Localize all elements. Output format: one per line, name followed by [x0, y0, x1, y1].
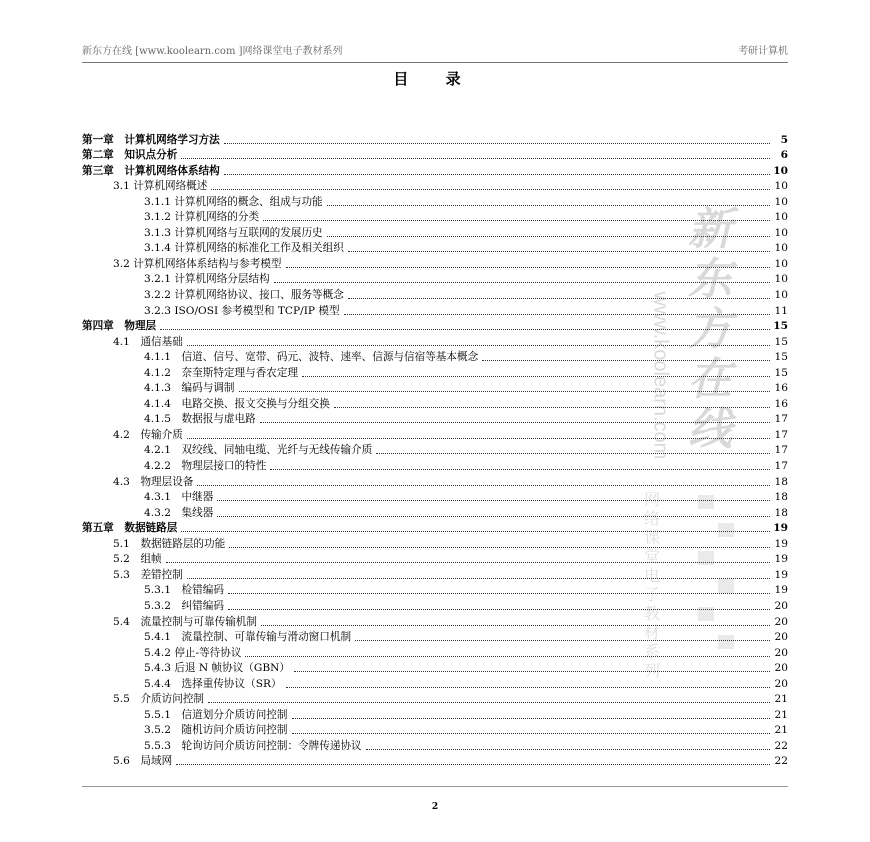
- toc-entry-page: 17: [774, 444, 788, 457]
- toc-entry[interactable]: [82, 613, 788, 629]
- toc-entry-label: 3.2.1 计算机网络分层结构: [144, 273, 270, 286]
- toc-entry[interactable]: [82, 364, 788, 380]
- toc-entry-label: 4.3 物理层设备: [113, 475, 194, 488]
- toc-leader-dots: [224, 174, 770, 175]
- footer-rule: [82, 786, 788, 787]
- toc-leader-dots: [239, 391, 770, 392]
- toc-entry-page: 15: [774, 366, 788, 379]
- toc-entry-label: 4.3.1 中继器: [144, 491, 214, 504]
- toc-leader-dots: [260, 422, 770, 423]
- toc-entry[interactable]: [82, 442, 788, 458]
- toc-entry[interactable]: [82, 753, 788, 769]
- toc-leader-dots: [334, 407, 770, 408]
- toc-entry[interactable]: [82, 411, 788, 427]
- toc-entry-page: 16: [774, 382, 788, 395]
- toc-entry-label: 3.2.3 ISO/OSI 参考模型和 TCP/IP 模型: [144, 304, 340, 317]
- toc-entry-label: 5.4.3 后退 N 帧协议（GBN）: [144, 662, 290, 675]
- table-of-contents: [82, 131, 788, 768]
- toc-entry-page: 18: [774, 475, 788, 488]
- toc-leader-dots: [366, 749, 770, 750]
- toc-entry-page: 15: [774, 335, 788, 348]
- toc-leader-dots: [208, 702, 770, 703]
- toc-entry-page: 17: [774, 428, 788, 441]
- toc-entry-label: 4.1.5 数据报与虚电路: [144, 413, 256, 426]
- toc-entry-page: 22: [774, 739, 788, 752]
- toc-leader-dots: [302, 376, 770, 377]
- toc-entry-label: 5.4.2 停止-等待协议: [144, 646, 242, 659]
- toc-entry[interactable]: [82, 286, 788, 302]
- toc-entry-page: 15: [774, 351, 788, 364]
- toc-entry-label: 5.5.1 信道划分介质访问控制: [144, 708, 288, 721]
- toc-entry[interactable]: [82, 722, 788, 738]
- toc-entry-page: 21: [774, 724, 788, 737]
- toc-entry[interactable]: [82, 660, 788, 676]
- toc-entry-page: 18: [774, 506, 788, 519]
- toc-entry-label: 4.1.2 奈奎斯特定理与香农定理: [144, 366, 299, 379]
- watermark-brand: 新东方在线: [688, 204, 732, 455]
- toc-entry-page: 21: [774, 693, 788, 706]
- toc-entry-page: 5: [780, 133, 788, 146]
- toc-title: 目 录: [393, 70, 477, 88]
- toc-entry-page: 10: [773, 164, 788, 177]
- toc-leader-dots: [348, 251, 770, 252]
- header-right-text: 考研计算机: [738, 46, 788, 57]
- toc-entry-page: 21: [774, 708, 788, 721]
- toc-leader-dots: [245, 656, 770, 657]
- toc-leader-dots: [274, 282, 770, 283]
- page-header: [82, 40, 788, 60]
- toc-entry[interactable]: [82, 597, 788, 613]
- toc-entry-label: 5.3 差错控制: [113, 568, 183, 581]
- toc-entry[interactable]: [82, 706, 788, 722]
- toc-leader-dots: [348, 298, 770, 299]
- toc-entry[interactable]: [82, 644, 788, 660]
- toc-entry[interactable]: [82, 520, 788, 536]
- toc-entry[interactable]: [82, 255, 788, 271]
- toc-entry-label: 第二章 知识点分析: [82, 149, 178, 162]
- toc-leader-dots: [229, 547, 770, 548]
- toc-leader-dots: [292, 718, 771, 719]
- toc-leader-dots: [344, 314, 770, 315]
- toc-entry-page: 22: [774, 755, 788, 768]
- toc-leader-dots: [160, 329, 770, 330]
- toc-entry-page: 10: [774, 195, 788, 208]
- toc-entry[interactable]: [82, 504, 788, 520]
- toc-entry-label: 4.1 通信基础: [113, 335, 183, 348]
- toc-leader-dots: [224, 143, 770, 144]
- toc-leader-dots: [181, 158, 770, 159]
- toc-leader-dots: [286, 687, 770, 688]
- toc-leader-dots: [166, 562, 770, 563]
- toc-entry[interactable]: [82, 209, 788, 225]
- toc-entry-label: 5.6 局域网: [113, 755, 173, 768]
- toc-leader-dots: [263, 220, 770, 221]
- toc-entry-label: 5.3.2 纠错编码: [144, 599, 224, 612]
- toc-entry-page: 20: [774, 646, 788, 659]
- toc-entry-label: 第五章 数据链路层: [82, 522, 178, 535]
- toc-leader-dots: [211, 189, 770, 190]
- toc-entry[interactable]: [82, 737, 788, 753]
- toc-entry-label: 4.2.1 双绞线、同轴电缆、光纤与无线传输介质: [144, 444, 373, 457]
- toc-leader-dots: [228, 593, 770, 594]
- toc-entry[interactable]: [82, 675, 788, 691]
- toc-entry-label: 3.1 计算机网络概述: [113, 180, 208, 193]
- toc-leader-dots: [187, 438, 770, 439]
- toc-entry-label: 3.2 计算机网络体系结构与参考模型: [113, 257, 282, 270]
- toc-entry[interactable]: [82, 582, 788, 598]
- toc-entry[interactable]: [82, 318, 788, 334]
- toc-leader-dots: [181, 531, 770, 532]
- toc-entry-label: 3.1.4 计算机网络的标准化工作及相关组织: [144, 242, 344, 255]
- toc-entry-label: 5.1 数据链路层的功能: [113, 537, 226, 550]
- toc-leader-dots: [187, 578, 770, 579]
- toc-leader-dots: [327, 236, 770, 237]
- toc-leader-dots: [228, 609, 770, 610]
- toc-entry[interactable]: [82, 457, 788, 473]
- toc-entry-label: 5.4.4 选择重传协议（SR）: [144, 677, 282, 690]
- header-left-text: 新东方在线 [www.koolearn.com ]网络课堂电子教材系列: [82, 46, 343, 57]
- toc-entry[interactable]: [82, 473, 788, 489]
- toc-entry-label: 5.2 组帧: [113, 553, 162, 566]
- toc-entry[interactable]: [82, 178, 788, 194]
- toc-entry-page: 19: [773, 522, 788, 535]
- toc-leader-dots: [270, 469, 770, 470]
- toc-entry[interactable]: [82, 224, 788, 240]
- toc-entry-page: 10: [774, 211, 788, 224]
- toc-entry[interactable]: [82, 271, 788, 287]
- toc-entry-label: 第一章 计算机网络学习方法: [82, 133, 220, 146]
- toc-entry-page: 18: [774, 491, 788, 504]
- toc-entry-page: 10: [774, 180, 788, 193]
- toc-entry[interactable]: [82, 629, 788, 645]
- toc-leader-dots: [176, 764, 770, 765]
- toc-entry[interactable]: [82, 349, 788, 365]
- toc-entry[interactable]: [82, 193, 788, 209]
- toc-entry[interactable]: [82, 395, 788, 411]
- toc-entry-page: 10: [774, 273, 788, 286]
- toc-entry[interactable]: [82, 535, 788, 551]
- toc-entry-page: 19: [774, 553, 788, 566]
- toc-entry-label: 4.1.1 信道、信号、宽带、码元、波特、速率、信源与信宿等基本概念: [144, 351, 479, 364]
- toc-entry[interactable]: [82, 302, 788, 318]
- toc-entry-page: 15: [773, 320, 788, 333]
- toc-entry[interactable]: [82, 566, 788, 582]
- toc-leader-dots: [292, 733, 771, 734]
- toc-entry-label: 3.2.2 计算机网络协议、接口、服务等概念: [144, 289, 344, 302]
- toc-entry-label: 第四章 物理层: [82, 320, 157, 333]
- toc-entry-page: 6: [780, 149, 788, 162]
- toc-entry-label: 第三章 计算机网络体系结构: [82, 164, 220, 177]
- toc-entry-page: 19: [774, 537, 788, 550]
- toc-entry-page: 19: [774, 584, 788, 597]
- toc-entry-label: 3.1.3 计算机网络与互联网的发展历史: [144, 226, 323, 239]
- toc-entry-label: 5.3.1 检错编码: [144, 584, 224, 597]
- toc-leader-dots: [197, 485, 770, 486]
- toc-entry[interactable]: [82, 380, 788, 396]
- toc-entry-label: 3.1.1 计算机网络的概念、组成与功能: [144, 195, 323, 208]
- toc-entry-page: 19: [774, 568, 788, 581]
- toc-entry-page: 20: [774, 677, 788, 690]
- toc-entry[interactable]: [82, 489, 788, 505]
- toc-entry-page: 17: [774, 460, 788, 473]
- toc-entry-page: 16: [774, 397, 788, 410]
- header-rule: [82, 62, 788, 63]
- toc-entry[interactable]: [82, 131, 788, 147]
- toc-entry-label: 4.1.4 电路交换、报文交换与分组交换: [144, 397, 330, 410]
- toc-entry-label: 4.1.3 编码与调制: [144, 382, 235, 395]
- toc-entry-page: 20: [774, 615, 788, 628]
- toc-entry-page: 20: [774, 631, 788, 644]
- toc-leader-dots: [327, 205, 770, 206]
- toc-entry[interactable]: [82, 551, 788, 567]
- toc-leader-dots: [294, 671, 770, 672]
- toc-entry-page: 10: [774, 226, 788, 239]
- toc-entry[interactable]: [82, 240, 788, 256]
- toc-leader-dots: [355, 640, 770, 641]
- toc-entry[interactable]: [82, 426, 788, 442]
- toc-entry[interactable]: [82, 333, 788, 349]
- toc-entry-page: 11: [774, 304, 788, 317]
- toc-entry-label: 5.4.1 流量控制、可靠传输与滑动窗口机制: [144, 631, 352, 644]
- toc-entry-page: 10: [774, 289, 788, 302]
- toc-leader-dots: [286, 267, 770, 268]
- toc-entry-label: 5.5 介质访问控制: [113, 693, 205, 706]
- toc-entry-page: 10: [774, 257, 788, 270]
- toc-entry-page: 20: [774, 599, 788, 612]
- toc-leader-dots: [376, 453, 770, 454]
- toc-entry-label: 5.5.3 轮询访问介质访问控制：令牌传递协议: [144, 739, 362, 752]
- toc-entry-label: 4.2 传输介质: [113, 428, 183, 441]
- toc-leader-dots: [482, 360, 770, 361]
- toc-leader-dots: [217, 516, 770, 517]
- toc-entry-label: 3.1.2 计算机网络的分类: [144, 211, 260, 224]
- toc-leader-dots: [187, 345, 770, 346]
- watermark-url: www.koolearn.com: [649, 291, 672, 460]
- toc-entry-label: 4.3.2 集线器: [144, 506, 214, 519]
- toc-entry[interactable]: [82, 162, 788, 178]
- toc-entry-label: 4.2.2 物理层接口的特性: [144, 460, 267, 473]
- toc-entry[interactable]: [82, 147, 788, 163]
- toc-leader-dots: [261, 625, 770, 626]
- page-number: 2: [431, 802, 439, 812]
- watermark-series: 网络课堂电子教材系列: [643, 490, 660, 680]
- toc-leader-dots: [217, 500, 770, 501]
- toc-entry-page: 20: [774, 662, 788, 675]
- toc-entry-page: 17: [774, 413, 788, 426]
- toc-entry[interactable]: [82, 691, 788, 707]
- toc-entry-label: 3.5.2 随机访问介质访问控制: [144, 724, 288, 737]
- toc-entry-page: 10: [774, 242, 788, 255]
- toc-entry-label: 5.4 流量控制与可靠传输机制: [113, 615, 257, 628]
